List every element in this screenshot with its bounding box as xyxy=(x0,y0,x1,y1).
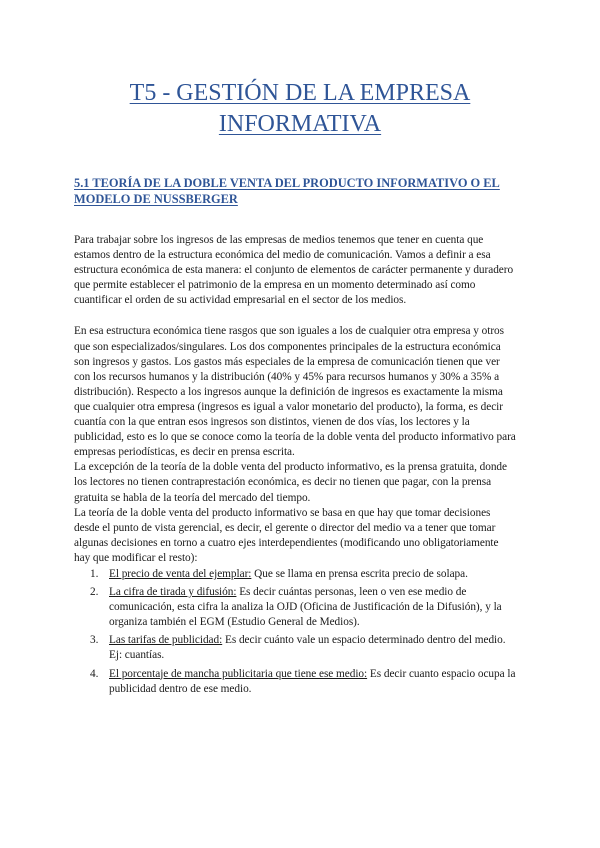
list-item xyxy=(90,567,516,582)
paragraph-gap xyxy=(74,308,516,324)
list-item xyxy=(90,633,516,663)
list-item-term: La cifra de tirada y difusión: xyxy=(109,586,237,599)
paragraph-structure: En esa estructura económica tiene rasgos que son iguales a los de cualquier otra empresa y otros que son especializados/singulares. Los dos componentes principales de la estructura económica son ingresos y gastos. Los gastos más especiales de la empresa de comunicación tienen que ver con los recursos humanos y la distribución (40% y 45% para recursos humanos y 30% a 35% a distribución). Respecto a los ingresos aunque la definición de ingresos es exactamente la misma que cualquier otra empresa (ingresos es igual a valor monetario del producto), la forma, es decir cuantía con la que entran esos ingresos son distintos, vienen de dos vías, los lectores y la publicidad, esto es lo que se conoce como la teoría de la doble venta del producto informativo para empresas periodísticas, es decir en prensa escrita. xyxy=(74,325,516,459)
list-item-number: 2. xyxy=(90,586,99,599)
paragraph-intro: Para trabajar sobre los ingresos de las empresas de medios tenemos que tener en cuenta que estamos dentro de la estructura económica del medio de comunicación. Vamos a definir a esa estructura económica de esta manera: el conjunto de elementos de carácter permanente y duradero que permite establecer el patrimonio de la empresa en un momento determinado así como cuantificar el orden de su actividad empresarial en el sector de los medios. xyxy=(74,234,514,307)
list-item-term: El precio de venta del ejemplar: xyxy=(109,567,252,580)
list-item-text: Es decir cuántas personas, leen o ven ese medio de comunicación, esta cifra la analiza la OJD (Oficina de Justificación de la Difusión), y la organiza también el EGM (Estudio General de Medios). xyxy=(109,586,502,629)
list-item-term: Las tarifas de publicidad: xyxy=(109,634,223,647)
list-item xyxy=(90,585,516,630)
list-item-text: Es decir cuánto vale un espacio determinado dentro del medio. Ej: cuantías. xyxy=(109,634,506,662)
list-item-text: Es decir cuanto espacio ocupa la publicidad dentro de ese medio. xyxy=(109,667,516,695)
list-item xyxy=(90,667,516,697)
list-item-number: 4. xyxy=(90,667,99,680)
paragraph-decisions: La teoría de la doble venta del producto informativo se basa en que hay que tomar decisiones desde el punto de vista gerencial, es decir, el gerente o director del medio va a tener que tomar algunas decisiones en torno a cuatro ejes interdependientes (modificando uno obligatoriamente hay que modificar el resto): xyxy=(74,506,499,564)
decision-axes-list xyxy=(74,567,516,697)
list-item-number: 3. xyxy=(90,634,99,647)
section-heading: 5.1 TEORÍA DE LA DOBLE VENTA DEL PRODUCTO INFORMATIVO O EL MODELO DE NUSSBERGER xyxy=(74,176,500,206)
document-title: T5 - GESTIÓN DE LA EMPRESA INFORMATIVA xyxy=(129,80,471,137)
list-item-text: Que se llama en prensa escrita precio de solapa. xyxy=(251,567,468,580)
list-item-term: El porcentaje de mancha publicitaria que tiene ese medio: xyxy=(109,667,368,680)
document-body xyxy=(74,233,516,697)
list-item-number: 1. xyxy=(90,567,99,580)
paragraph-exception: La excepción de la teoría de la doble venta del producto informativo, es la prensa gratuita, donde los lectores no tienen contraprestación económica, es decir no tienen que pagar, con la prensa gratuita se habla de la teoría del mercado del tiempo. xyxy=(74,461,507,504)
